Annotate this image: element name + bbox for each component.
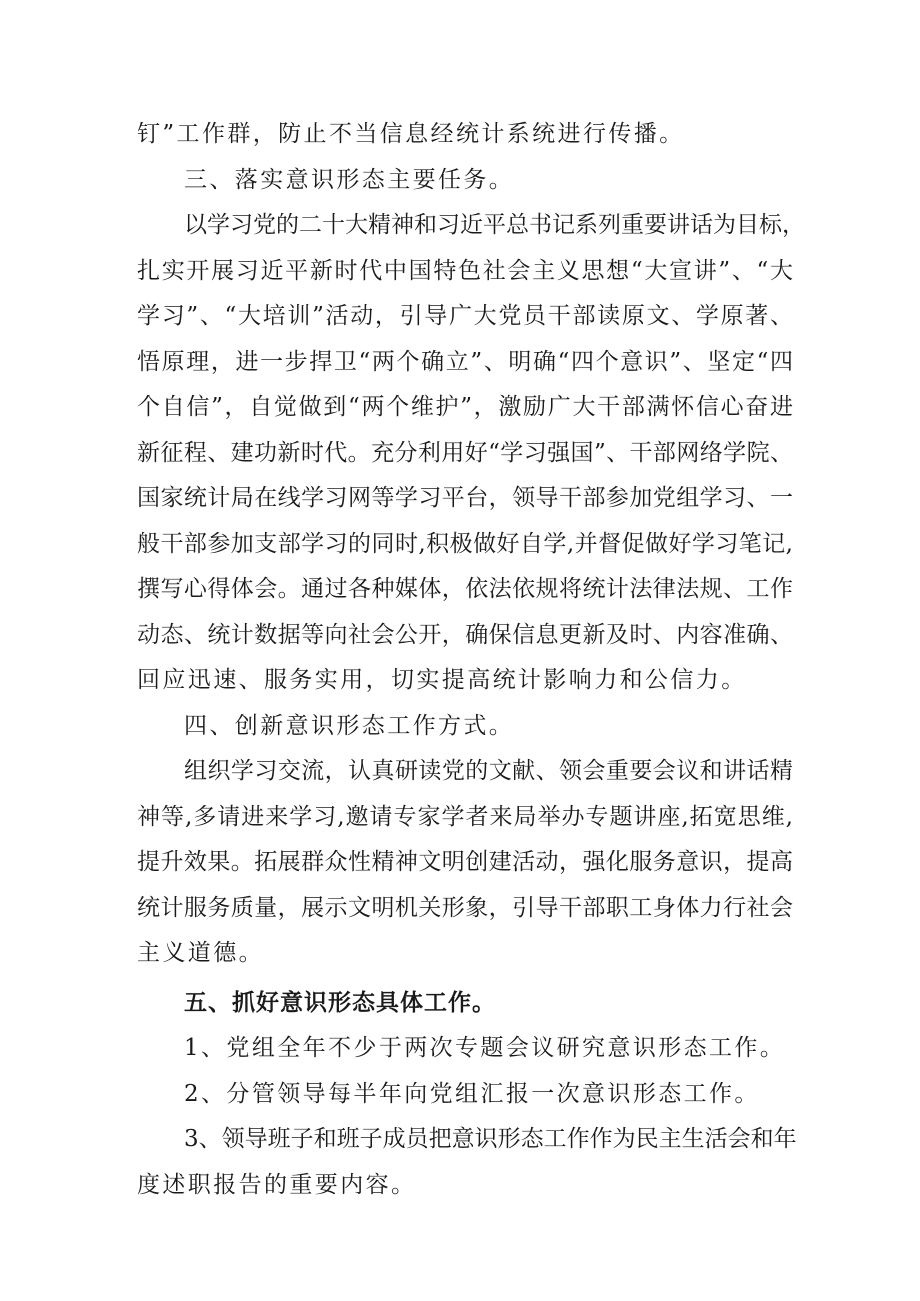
document-page [137, 112, 805, 1208]
text-line: 以学习党的二十大精神和习近平总书记系列重要讲话为目标， [184, 212, 805, 238]
list-item: 1、党组全年不少于两次专题会议研究意识形态工作。 [184, 1035, 786, 1061]
text-line: 国家统计局在线学习网等学习平台，领导干部参加党组学习、一 [137, 485, 793, 511]
text-line: 扎实开展习近平新时代中国特色社会主义思想“大宣讲”、“大 [137, 257, 793, 284]
text-line: 般干部参加支部学习的同时,积极做好自学,并督促做好学习笔记, [137, 530, 793, 557]
text-line: 个自信”，自觉做到“两个维护”，激励广大干部满怀信心奋进 [137, 394, 793, 420]
section-heading-4: 四、创新意识形态工作方式。 [184, 712, 515, 739]
text-line: 度述职报告的重要内容。 [137, 1171, 417, 1198]
text-line: 提升效果。拓展群众性精神文明创建活动，强化服务意识，提高 [137, 849, 793, 875]
list-item: 3、领导班子和班子成员把意识形态工作作为民主生活会和年 [184, 1126, 797, 1152]
section-heading-5: 五、抓好意识形态具体工作。 [184, 989, 496, 1016]
text-line: 主义道德。 [137, 940, 264, 966]
text-line: 回应迅速、服务实用，切实提高统计影响力和公信力。 [137, 667, 747, 693]
text-line: 撰写心得体会。通过各种媒体，依法依规将统计法律法规、工作 [137, 576, 793, 602]
text-line: 钉”工作群，防止不当信息经统计系统进行传播。 [137, 121, 685, 147]
text-line: 悟原理，进一步捍卫“两个确立”、明确“四个意识”、坚定“四 [137, 348, 793, 375]
text-line: 动态、统计数据等向社会公开，确保信息更新及时、内容准确、 [137, 621, 793, 648]
text-line: 学习”、“大培训”活动，引导广大党员干部读原文、学原著、 [137, 303, 793, 329]
text-line: 组织学习交流，认真研读党的文献、领会重要会议和讲话精 [184, 758, 793, 784]
text-line: 新征程、建功新时代。充分利用好“学习强国”、干部网络学院、 [137, 439, 793, 466]
text-line: 统计服务质量，展示文明机关形象，引导干部职工身体力行社会 [137, 894, 793, 921]
section-heading-3: 三、落实意识形态主要任务。 [184, 166, 515, 193]
list-item: 2、分管领导每半年向党组汇报一次意识形态工作。 [184, 1080, 760, 1107]
text-line: 神等,多请进来学习,邀请专家学者来局举办专题讲座,拓宽思维, [137, 803, 793, 830]
